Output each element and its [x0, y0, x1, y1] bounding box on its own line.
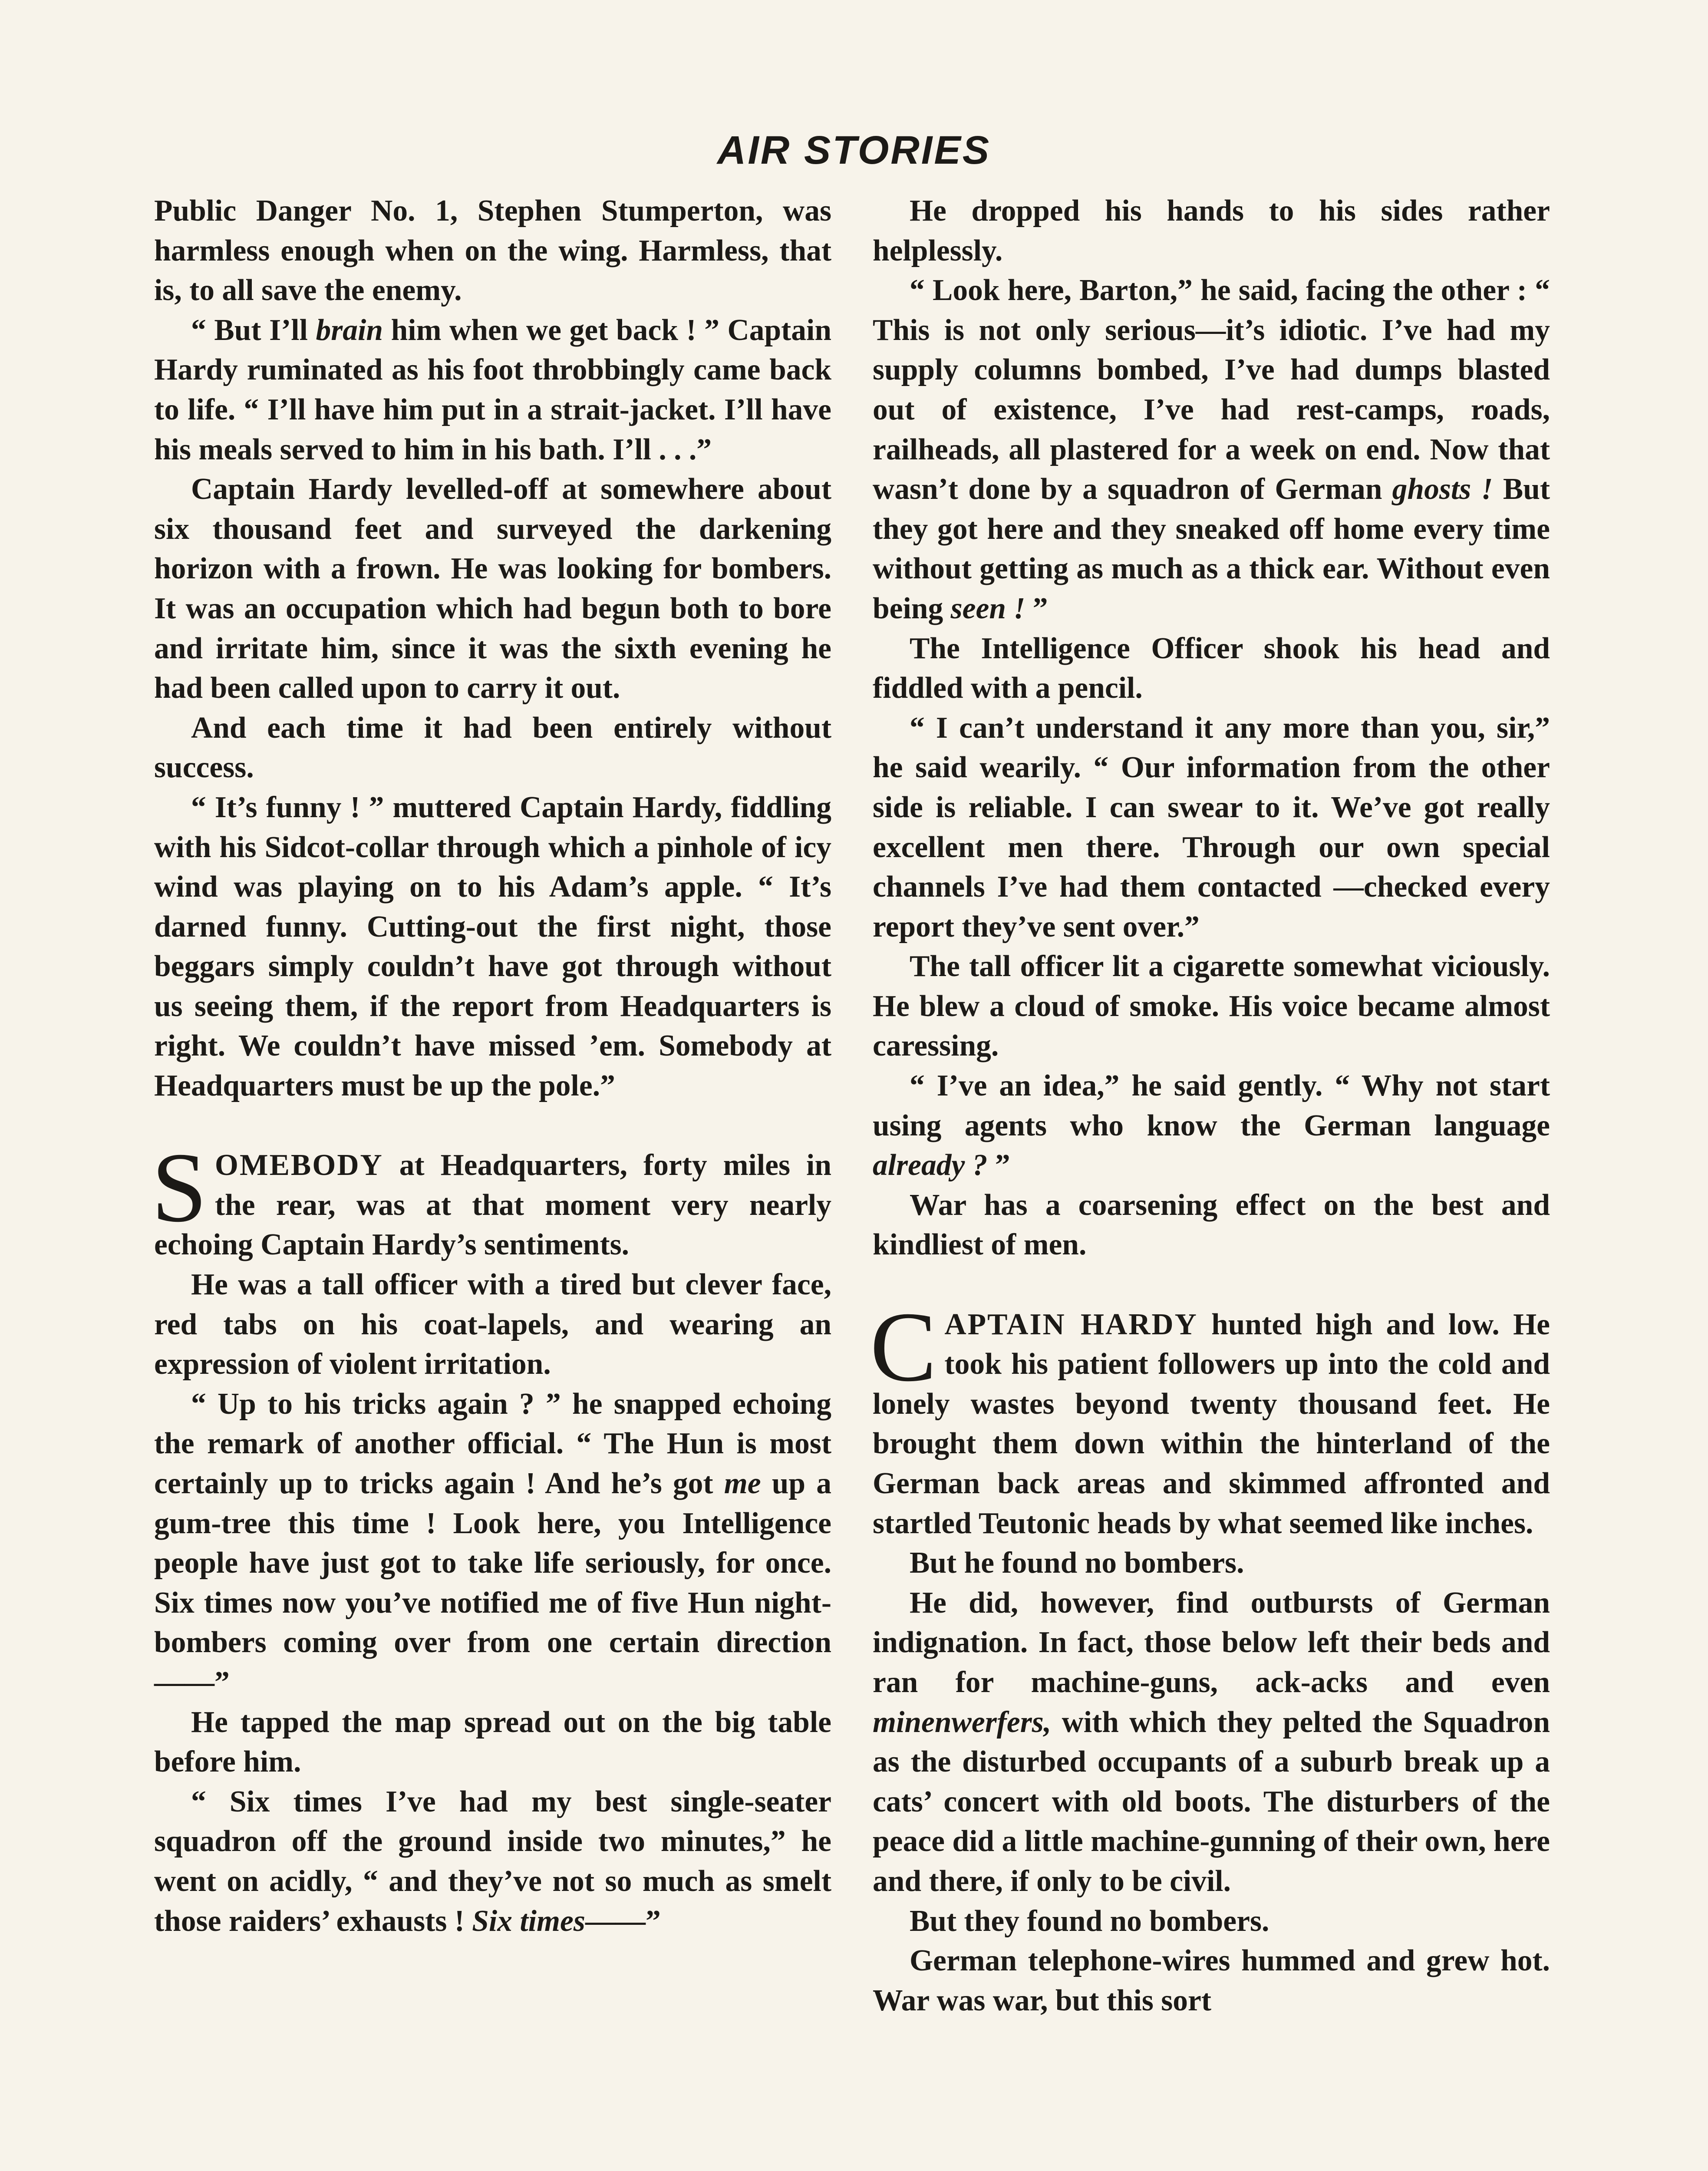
paragraph: “ Look here, Barton,” he said, facing the other : “ This is not only serious—it’s idiotic. I’ve had my supply columns bombed, I’ve had dumps blasted out of existence, I’ve had rest-camps, roads, railheads, all plastered for a week on end. Now that wasn’t done by a squadron of German ghosts ! But they got here and they sneaked off home every time without getting as much as a thick ear. Without even being seen ! ” [873, 274, 1550, 625]
section-opening-paragraph: SOMEBODY at Headquarters, forty miles in the rear, was at that moment very nearly echoing Captain Hardy’s sentiments. [152, 1132, 831, 1262]
running-header-title: AIR STORIES [717, 128, 991, 172]
paragraph: “ It’s funny ! ” muttered Captain Hardy, fiddling with his Sidcot-collar through which a pinhole of icy wind was playing on to his Adam’s apple. “ It’s darned funny. Cutting-out the first night, those beggars simply couldn’t have got through without us seeing them, if the report from Headquarters is right. We couldn’t have missed ’em. Somebody at Headquarters must be up the pole.” [154, 790, 831, 1103]
paragraph: War has a coarsening effect on the best and kindliest of men. [873, 1188, 1550, 1262]
paragraph: Captain Hardy levelled-off at somewhere about six thousand feet and surveyed the darkening horizon with a frown. He was looking for bombers. It was an occupation which had begun both to bore and irritate him, since it was the sixth evening he had been called upon to carry it out. [154, 472, 831, 705]
drop-cap: S [152, 1132, 207, 1243]
paragraph: And each time it had been entirely without success. [154, 711, 831, 785]
paragraph: He tapped the map spread out on the big table before him. [154, 1705, 831, 1779]
left-text-column [154, 191, 831, 1941]
paragraph: But they found no bombers. [910, 1904, 1269, 1938]
paragraph: He did, however, find outbursts of German indignation. In fact, those below left their beds and ran for machine-guns, ack-acks and even minenwerfers, with which they pelted the Squadron as the disturbed occupants of a suburb break up a cats’ concert with old boots. The disturbers of the peace did a little machine-gunning of their own, here and there, if only to be civil. [873, 1586, 1550, 1898]
section-opening-paragraph: CAPTAIN HARDY hunted high and low. He took his patient followers up into the cold and lonely wastes beyond twenty thousand feet. He brought them down within the hinterland of the German back areas and skimmed affronted and startled Teutonic heads by what seemed like inches. [870, 1291, 1550, 1540]
drop-cap: C [870, 1291, 937, 1402]
paragraph: The Intelligence Officer shook his head and fiddled with a pencil. [873, 631, 1550, 705]
paragraph: Public Danger No. 1, Stephen Stumperton, was harmless enough when on the wing. Harmless, that is, to all save the enemy. [154, 194, 831, 307]
paragraph: He dropped his hands to his sides rather helplessly. [873, 194, 1550, 267]
paragraph: But he found no bombers. [910, 1546, 1244, 1580]
paragraph: German telephone-wires hummed and grew hot. War was war, but this sort [873, 1944, 1550, 2017]
paragraph: The tall officer lit a cigarette somewhat viciously. He blew a cloud of smoke. His voice became almost caressing. [873, 950, 1550, 1063]
paragraph: “ But I’ll brain him when we get back ! ” Captain Hardy ruminated as his foot throbbingly came back to life. “ I’ll have him put in a strait-jacket. I’ll have his meals served to him in his bath. I’ll . . .” [154, 313, 831, 466]
paragraph: He was a tall officer with a tired but clever face, red tabs on his coat-lapels, and wearing an expression of violent irritation. [154, 1268, 831, 1381]
right-text-column [870, 191, 1550, 2020]
paragraph: “ Six times I’ve had my best single-seater squadron off the ground inside two minutes,” he went on acidly, “ and they’ve not so much as smelt those raiders’ exhausts ! Six times——” [154, 1785, 831, 1938]
paragraph: “ Up to his tricks again ? ” he snapped echoing the remark of another official. “ The Hun is most certainly up to tricks again ! And he’s got me up a gum-tree this time ! Look here, you Intelligence people have just got to take life seriously, for once. Six times now you’ve notified me of five Hun night-bombers coming over from one certain direction——” [154, 1387, 831, 1699]
paragraph: “ I’ve an idea,” he said gently. “ Why not start using agents who know the German language already ? ” [873, 1069, 1550, 1182]
paragraph: “ I can’t understand it any more than you, sir,” he said wearily. “ Our information from the other side is reliable. I can swear to it. We’ve got really excellent men there. Through our own special channels I’ve had them contacted —checked every report they’ve sent over.” [873, 711, 1550, 944]
